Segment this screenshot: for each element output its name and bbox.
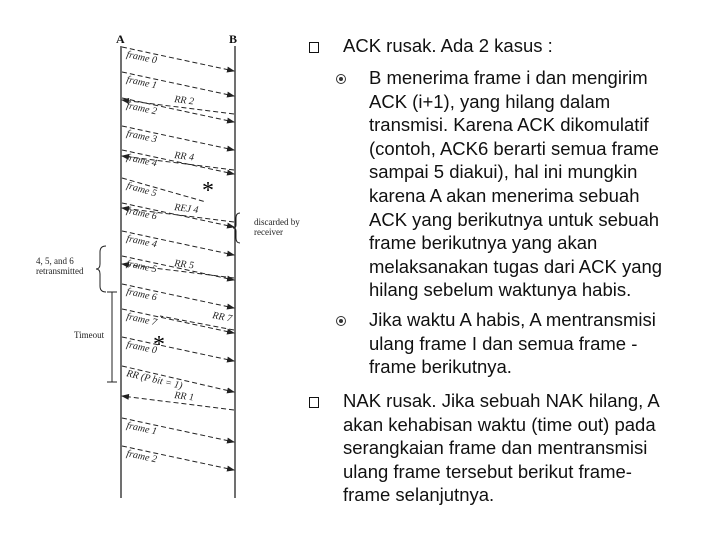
discard-brace [233,213,240,243]
frame-label: frame 6 [125,205,158,223]
sub2-line: frame berikutnya. [369,356,512,378]
retransmit-brace [96,246,106,292]
sub1-line: frame berikutnya yang akan [369,232,598,254]
frame-label: RR 2 [173,94,195,108]
sub1-line: transmisi. Karena ACK dikomulatif [369,114,649,136]
sub1-line: sampai 5 diakui), hal ini mungkin [369,161,638,183]
sub1-line: hilang sebelum waktunya habis. [369,279,632,301]
frame-label: frame 7 [125,311,158,329]
bullet-nak-lines [343,389,660,507]
frame-label: RR 1 [173,390,195,404]
sliding-window-diagram [0,0,310,540]
discarded-label-1: discarded by [254,217,300,227]
frame-label: frame 4 [125,233,158,251]
frame-label: RR 4 [173,150,195,164]
sub-bullet-1-lines [369,66,662,302]
frame-label: frame 1 [125,74,158,92]
lost-frame-star-icon: * [202,178,214,204]
frame-label: RR 5 [173,258,195,272]
frame-label: frame 5 [125,258,158,276]
nak-line: frame selanjutnya. [343,484,495,506]
sub2-line: ulang frame I dan semua frame - [369,332,638,354]
square-bullet-icon [309,397,319,408]
nak-line: akan kehabisan waktu (time out) pada [343,413,656,435]
frame-label: frame 3 [125,128,158,146]
station-a-label: A [116,32,125,46]
frame-label: frame 4 [125,152,158,170]
frame-label: frame 2 [125,448,158,466]
discarded-label-2: receiver [254,227,283,237]
sub1-line: ACK yang berikutnya untuk sebuah [369,208,660,230]
bullet-ack-text: ACK rusak. Ada 2 kasus : [343,35,553,56]
frame-label: frame 0 [125,49,158,67]
sub1-line: (contoh, ACK6 berarti semua frame [369,137,659,159]
frame-label: REJ 4 [173,202,199,216]
timeout-label: Timeout [74,330,105,340]
sub1-line: B menerima frame i dan mengirim [369,67,648,88]
circle-bullet-icon [336,316,346,326]
lost-ack-star-icon: * [153,332,165,358]
frame-label: RR (P bit = 1) [125,368,184,392]
sub1-line: ACK (i+1), yang hilang dalam [369,90,611,112]
square-bullet-icon [309,42,319,53]
frame-label: frame 5 [125,180,158,200]
frame-label: frame 6 [125,286,158,304]
frame-label: frame 0 [125,339,158,357]
sub2-line: Jika waktu A habis, A mentransmisi [369,309,656,330]
frame-label: frame 1 [125,420,158,438]
nak-line: NAK rusak. Jika sebuah NAK hilang, A [343,390,660,411]
nak-line: serangkaian frame dan mentransmisi [343,437,648,459]
frame-arrows [122,47,234,470]
nak-line: ulang frame tersebut berikut frame- [343,460,632,482]
retransmitted-label-1: 4, 5, and 6 [36,256,74,266]
frame-label: frame 2 [125,100,158,118]
circle-bullet-icon [336,74,346,84]
frame-label: RR 7 [211,310,233,325]
retransmitted-label-2: retransmitted [36,266,84,276]
sub-bullet-2-lines [369,308,656,379]
station-b-label: B [229,32,238,46]
sub1-line: karena A akan menerima sebuah [369,184,640,206]
sub1-line: melaksanakan tugas dari ACK yang [369,255,663,277]
